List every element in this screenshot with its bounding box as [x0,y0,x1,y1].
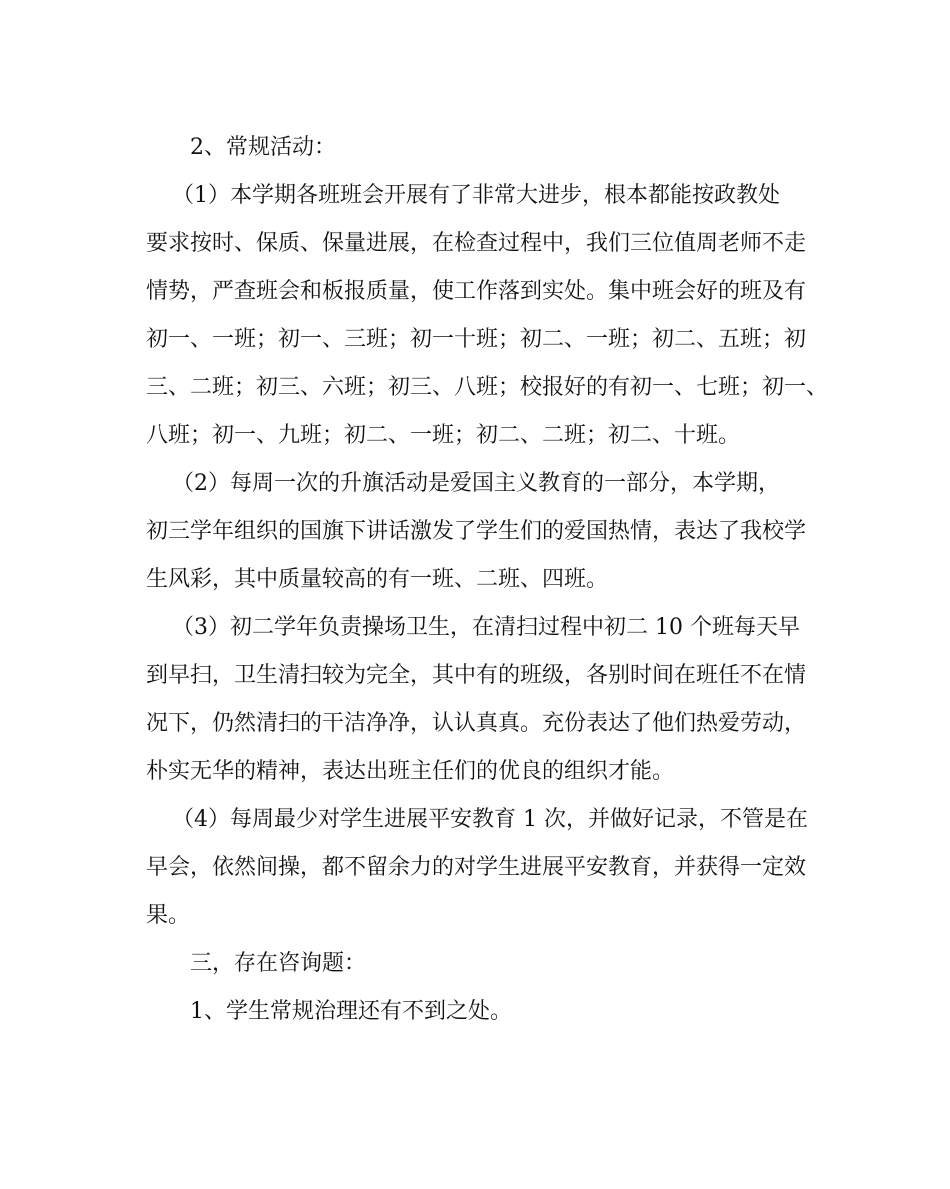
paragraph-4-line-1: （4）每周最少对学生进展平安教育 1 次，并做好记录，不管是在 [172,807,808,832]
problem-item-1: 1、学生常规治理还有不到之处。 [190,999,512,1024]
paragraph-3-line-1: （3）初二学年负责操场卫生，在清扫过程中初二 10 个班每天早 [172,615,800,640]
paragraph-1-line-2: 要求按时、保质、保量进展，在检查过程中，我们三位值周老师不走 [146,231,807,256]
paragraph-2-line-2: 初三学年组织的国旗下讲话激发了学生们的爱国热情，表达了我校学 [146,519,807,544]
paragraph-3-line-4: 朴实无华的精神，表达出班主任们的优良的组织才能。 [146,759,675,784]
paragraph-3-line-3: 况下，仍然清扫的干洁净净，认认真真。充份表达了他们热爱劳动， [146,711,807,736]
section-heading-existing-problems: 三，存在咨询题： [190,951,367,976]
paragraph-1-line-1: （1）本学期各班班会开展有了非常大进步，根本都能按政教处 [172,183,780,208]
section-heading-routine-activities: 2、常规活动： [190,135,336,160]
paragraph-4-line-3: 果。 [146,903,191,928]
paragraph-2-line-1: （2）每周一次的升旗活动是爱国主义教育的一部分，本学期， [172,471,780,496]
paragraph-1-line-5: 三、二班；初三、六班；初三、八班；校报好的有初一、七班；初一、 [146,375,829,400]
paragraph-4-line-2: 早会，依然间操，都不留余力的对学生进展平安教育，并获得一定效 [146,855,807,880]
paragraph-1-line-6: 八班；初一、九班；初二、一班；初二、二班；初二、十班。 [146,423,741,448]
paragraph-3-line-2: 到早扫，卫生清扫较为完全，其中有的班级，各别时间在班任不在情 [146,663,807,688]
paragraph-1-line-3: 情势，严查班会和板报质量，使工作落到实处。集中班会好的班及有 [146,279,807,304]
paragraph-2-line-3: 生风彩，其中质量较高的有一班、二班、四班。 [146,567,609,592]
paragraph-1-line-4: 初一、一班；初一、三班；初一十班；初二、一班；初二、五班；初 [146,327,807,352]
